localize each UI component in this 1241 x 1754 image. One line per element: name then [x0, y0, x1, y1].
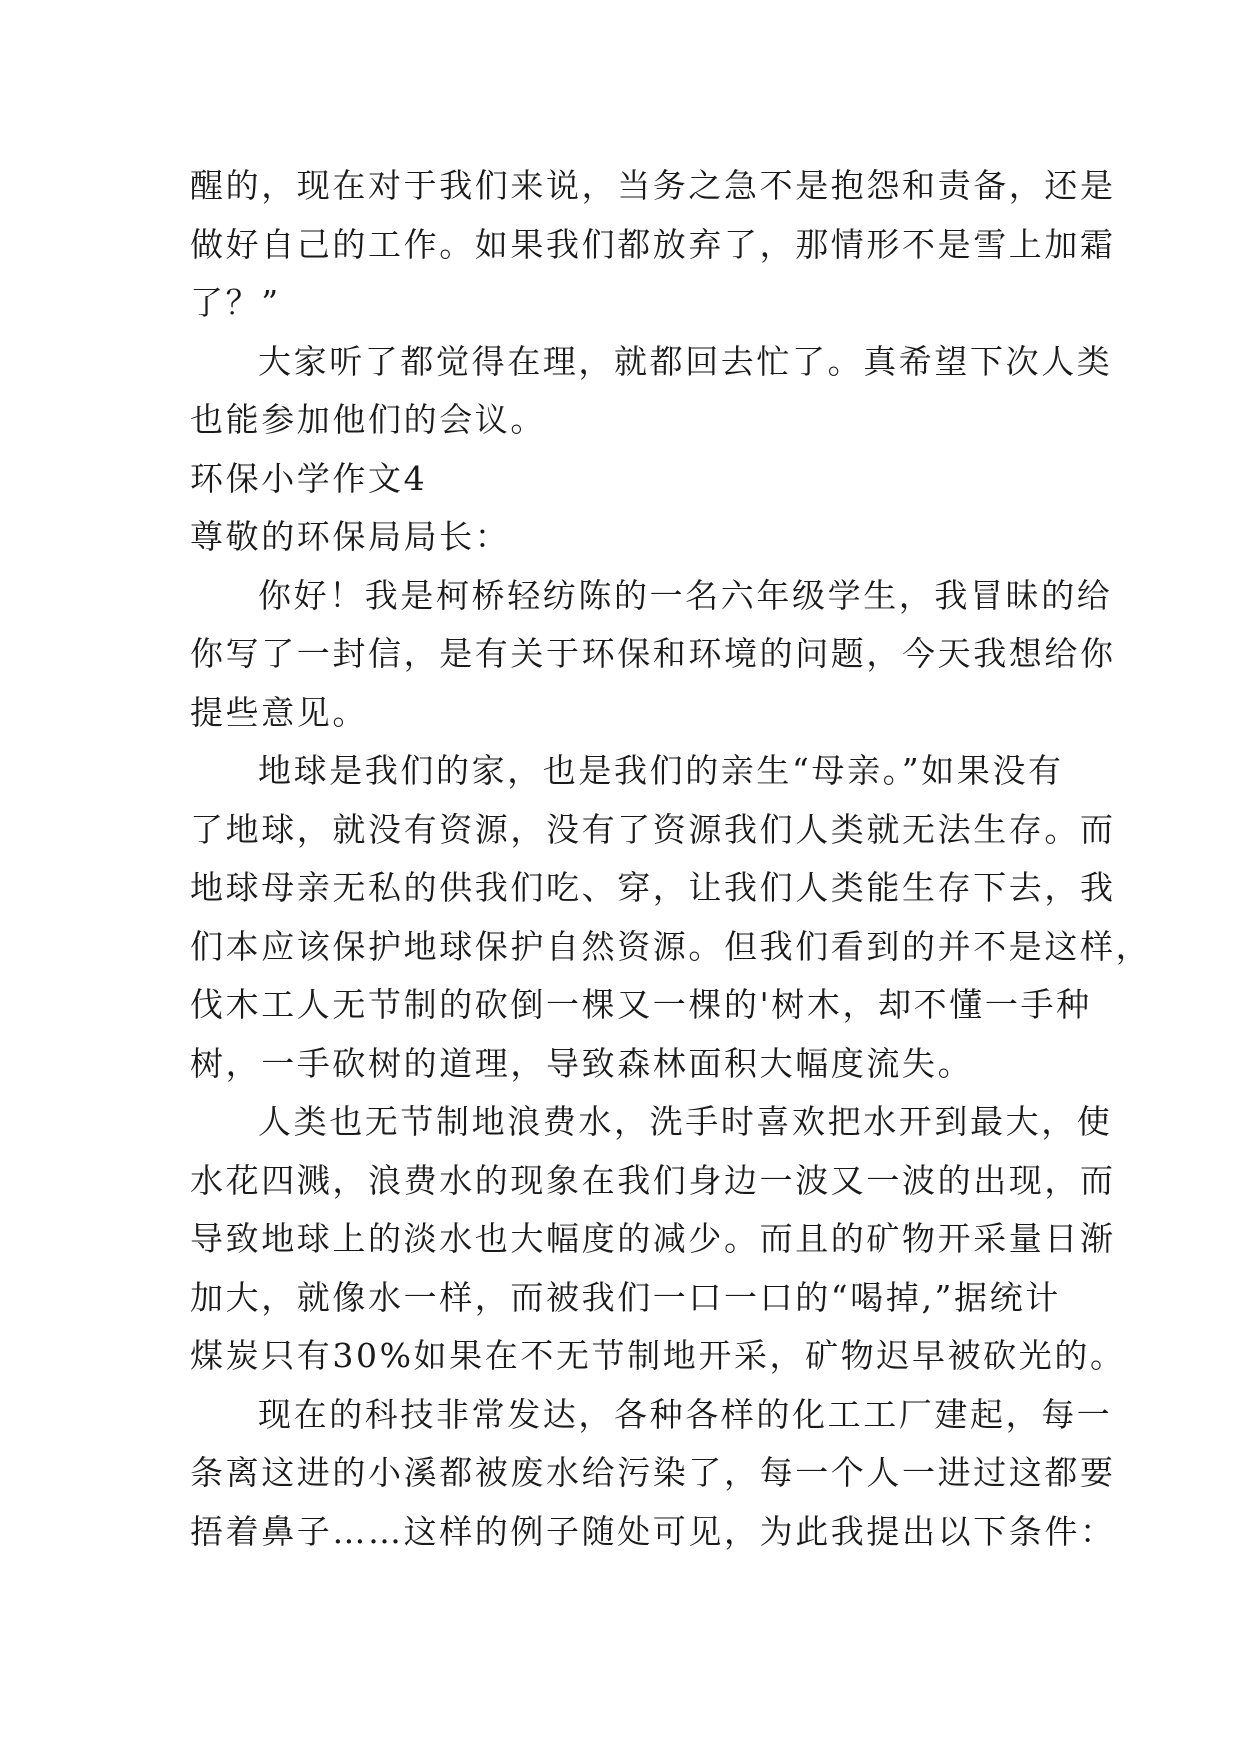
text-line: 也能参加他们的会议。: [190, 400, 546, 439]
text-line: 伐木工人无节制的砍倒一棵又一棵的'树木，却不懂一手种: [190, 985, 1092, 1024]
text-line: 导致地球上的淡水也大幅度的减少。而且的矿物开采量日渐: [190, 1219, 1116, 1258]
text-line: 水花四溅，浪费水的现象在我们身边一波又一波的出现，而: [190, 1160, 1116, 1200]
paragraph-first-line: 人类也无节制地浪费水，洗手时喜欢把水开到最大，使: [258, 1102, 1113, 1141]
text-line: 做好自己的工作。如果我们都放弃了，那情形不是雪上加霜: [190, 224, 1116, 264]
section-heading: 环保小学作文4: [190, 458, 428, 498]
paragraph-first-line: 你好！我是柯桥轻纺陈的一名六年级学生，我冒昧的给: [258, 575, 1113, 615]
paragraph-first-line: 大家听了都觉得在理，就都回去忙了。真希望下次人类: [258, 341, 1113, 381]
text-line: 地球母亲无私的供我们吃、穿，让我们人类能生存下去，我: [190, 868, 1116, 907]
paragraph-first-line: 地球是我们的家，也是我们的亲生“母亲。”如果没有: [258, 751, 1064, 790]
text-line: 煤炭只有30%如果在不无节制地开采，矿物迟早被砍光的。: [190, 1336, 1126, 1375]
text-line: 你写了一封信，是有关于环保和环境的问题，今天我想给你: [190, 634, 1116, 673]
text-line: 了地球，就没有资源，没有了资源我们人类就无法生存。而: [190, 809, 1116, 849]
letter-salutation: 尊敬的环保局局长：: [190, 517, 511, 556]
paragraph-first-line: 现在的科技非常发达，各种各样的化工工厂建起，每一: [258, 1394, 1113, 1434]
text-line: 们本应该保护地球保护自然资源。但我们看到的并不是这样，: [190, 926, 1152, 966]
text-line: 醒的，现在对于我们来说，当务之急不是抱怨和责备，还是: [190, 166, 1116, 205]
text-line: 了？”: [190, 283, 281, 322]
text-line: 条离这进的小溪都被废水给污染了，每一个人一进过这都要: [190, 1453, 1116, 1492]
document-body: [190, 157, 1152, 1561]
text-line: 树，一手砍树的道理，导致森林面积大幅度流失。: [190, 1043, 974, 1083]
text-line: 提些意见。: [190, 692, 368, 732]
text-line: 捂着鼻子……这样的例子随处可见，为此我提出以下条件：: [190, 1511, 1116, 1551]
text-line: 加大，就像水一样，而被我们一口一口的“喝掉,”据统计: [190, 1277, 1061, 1317]
